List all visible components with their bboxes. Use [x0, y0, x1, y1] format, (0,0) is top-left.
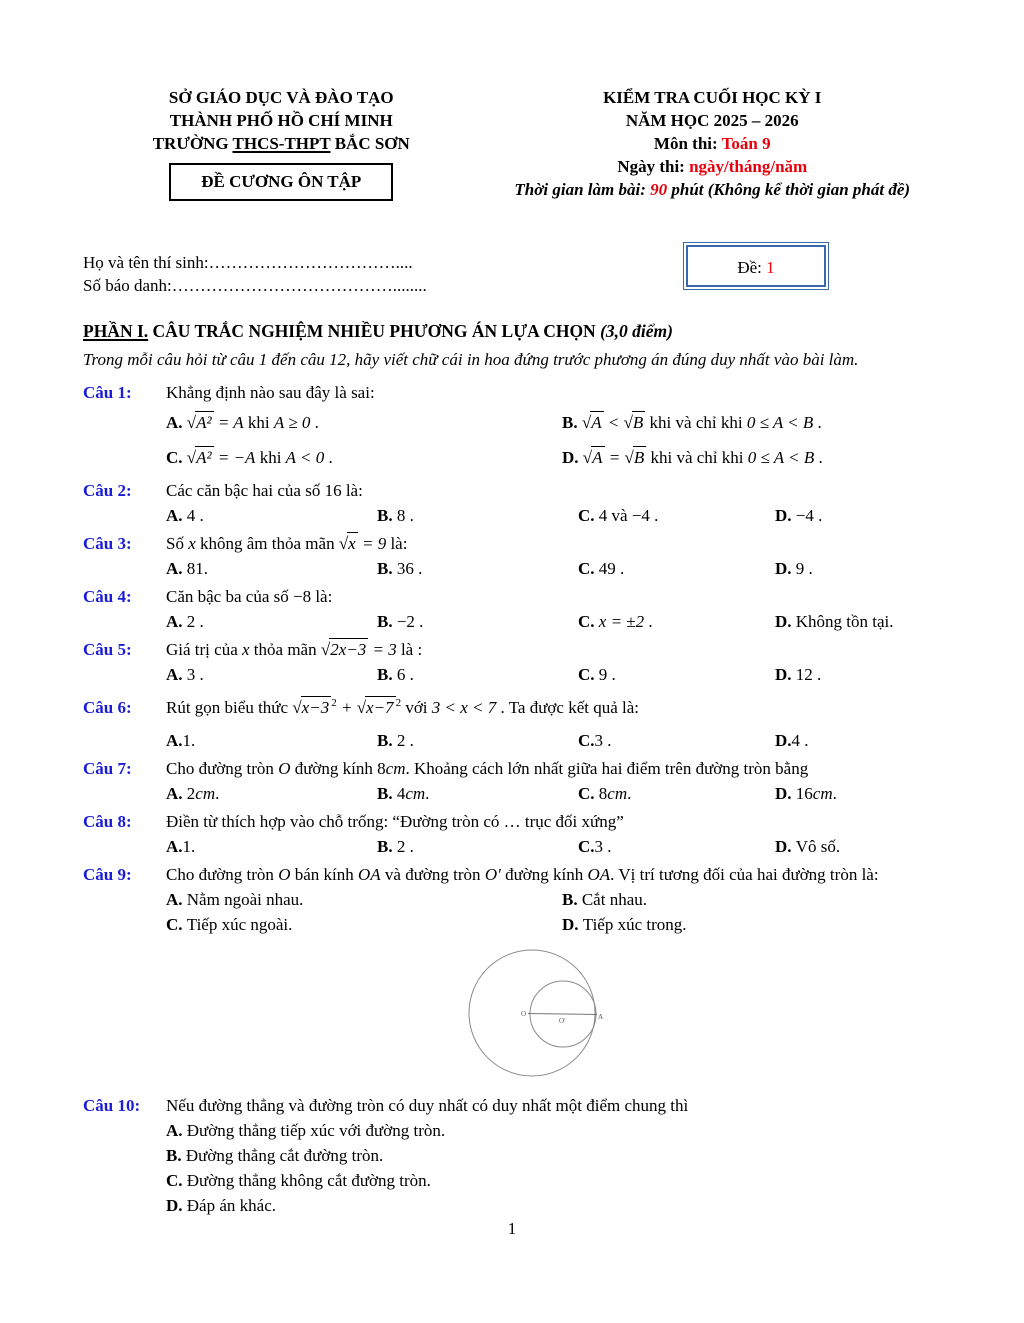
student-name-line: Họ và tên thí sinh:…………………………….... — [83, 253, 413, 272]
question-5-text: Giá trị của x thỏa mãn √2x−3 = 3 là : — [166, 640, 423, 659]
exam-date-line: Ngày thi: ngày/tháng/năm — [617, 157, 808, 176]
question-3-option-C: C. 49 . — [578, 559, 625, 578]
question-5 — [83, 637, 945, 687]
question-7-option-C: C. 8cm. — [578, 784, 632, 803]
question-9-option-B: B. Cắt nhau. — [562, 890, 647, 909]
question-10-text: Nếu đường thẳng và đường tròn có duy nhất có duy nhất một điểm chung thì — [166, 1096, 689, 1115]
question-9-text: Cho đường tròn O bán kính OA và đường tròn O′ đường kính OA. Vị trí tương đối của hai đường tròn là: — [166, 865, 879, 884]
question-10-option-D: D. Đáp án khác. — [166, 1196, 276, 1215]
exam-code-box — [686, 245, 826, 287]
school-header — [83, 86, 480, 201]
question-6-option-B: B. 2 . — [377, 731, 414, 750]
question-7-text: Cho đường tròn O đường kính 8cm. Khoảng cách lớn nhất giữa hai điểm trên đường tròn bằng — [166, 759, 809, 778]
question-8 — [83, 809, 945, 859]
question-1-text: Khẳng định nào sau đây là sai: — [166, 383, 375, 402]
question-5-option-C: C. 9 . — [578, 665, 616, 684]
question-4-text: Căn bậc ba của số −8 là: — [166, 587, 333, 606]
question-3 — [83, 531, 945, 581]
question-8-option-C: C.3 . — [578, 837, 612, 856]
question-10-option-B: B. Đường thẳng cắt đường tròn. — [166, 1146, 384, 1165]
question-10-option-C: C. Đường thẳng không cắt đường tròn. — [166, 1171, 431, 1190]
question-8-option-B: B. 2 . — [377, 837, 414, 856]
question-2-label: Câu 2: — [83, 481, 132, 500]
question-6-option-D: D.4 . — [775, 731, 809, 750]
question-8-option-A: A.1. — [166, 837, 196, 856]
question-1-option-B: B. √A < √B khi và chỉ khi 0 ≤ A < B . — [562, 413, 822, 432]
exam-code-value: 1 — [766, 258, 775, 277]
question-7 — [83, 756, 945, 806]
question-2-option-C: C. 4 và −4 . — [578, 506, 659, 525]
question-6 — [83, 690, 945, 753]
question-7-option-A: A. 2cm. — [166, 784, 220, 803]
question-9-option-A: A. Nằm ngoài nhau. — [166, 890, 304, 909]
question-5-option-B: B. 6 . — [377, 665, 414, 684]
question-7-option-B: B. 4cm. — [377, 784, 430, 803]
question-2-option-D: D. −4 . — [775, 506, 823, 525]
question-8-text: Điền từ thích hợp vào chỗ trống: “Đường tròn có … trục đối xứng” — [166, 812, 624, 831]
duration-line: Thời gian làm bài: 90 phút (Không kể thời gian phát đề) — [514, 180, 911, 199]
question-4-option-C: C. x = ±2 . — [578, 612, 653, 631]
student-info-section — [83, 251, 945, 297]
question-8-option-D: D. Vô số. — [775, 837, 841, 856]
label-O: O — [521, 1010, 527, 1018]
question-4 — [83, 584, 945, 634]
question-4-label: Câu 4: — [83, 587, 132, 606]
subject-line: Môn thi: Toán 9 — [653, 134, 771, 153]
question-2 — [83, 478, 945, 528]
circles-figure — [452, 943, 612, 1083]
question-7-label: Câu 7: — [83, 759, 132, 778]
question-3-option-A: A. 81. — [166, 559, 209, 578]
label-O-prime: O′ — [559, 1017, 566, 1025]
student-id-line: Số báo danh:…………………………………........ — [83, 276, 427, 295]
document-header — [83, 86, 945, 201]
department-line: SỞ GIÁO DỤC VÀ ĐÀO TẠO — [168, 88, 394, 107]
question-2-option-B: B. 8 . — [377, 506, 414, 525]
question-1 — [83, 380, 945, 475]
question-5-label: Câu 5: — [83, 640, 132, 659]
question-5-option-D: D. 12 . — [775, 665, 822, 684]
question-3-option-B: B. 36 . — [377, 559, 423, 578]
label-A: A — [598, 1013, 604, 1021]
question-4-option-B: B. −2 . — [377, 612, 424, 631]
exam-code-label: Đề: — [737, 258, 767, 277]
question-4-option-A: A. 2 . — [166, 612, 204, 631]
question-3-label: Câu 3: — [83, 534, 132, 553]
question-1-option-A: A. √A² = A khi A ≥ 0 . — [166, 413, 319, 432]
city-line: THÀNH PHỐ HỒ CHÍ MINH — [169, 111, 393, 130]
part1-title: PHẦN I. CÂU TRẮC NGHIỆM NHIỀU PHƯƠNG ÁN LỰA CHỌN (3,0 điểm) — [83, 321, 673, 341]
question-6-option-C: C.3 . — [578, 731, 612, 750]
question-1-option-C: C. √A² = −A khi A < 0 . — [166, 448, 333, 467]
question-1-option-D: D. √A = √B khi và chỉ khi 0 ≤ A < B . — [562, 448, 823, 467]
question-6-text: Rút gọn biểu thức √x−3 $^2$ + √x−7 $^2$ với 3 < x < 7 . Ta được kết quả là: — [166, 697, 640, 717]
part1-instruction: Trong mỗi câu hỏi từ câu 1 đến câu 12, hãy viết chữ cái in hoa đứng trước phương án đúng duy nhất vào bài làm. — [83, 350, 859, 369]
question-5-option-A: A. 3 . — [166, 665, 204, 684]
question-10 — [83, 1093, 945, 1218]
question-9-option-D: D. Tiếp xúc trong. — [562, 915, 687, 934]
question-6-label: Câu 6: — [83, 698, 132, 717]
question-6-option-A: A.1. — [166, 731, 196, 750]
review-outline-box: ĐỀ CƯƠNG ÔN TẬP — [169, 163, 393, 201]
diameter-line — [528, 1014, 597, 1015]
big-circle — [469, 950, 595, 1076]
question-9-option-C: C. Tiếp xúc ngoài. — [166, 915, 293, 934]
question-9 — [83, 862, 945, 937]
question-4-option-D: D. Không tồn tại. — [775, 612, 894, 631]
question-list — [83, 380, 945, 1218]
question-2-text: Các căn bậc hai của số 16 là: — [166, 481, 363, 500]
question-2-option-A: A. 4 . — [166, 506, 204, 525]
question-3-text: Số x không âm thỏa mãn √x = 9 là: — [166, 534, 408, 553]
question-7-option-D: D. 16cm. — [775, 784, 837, 803]
question-1-label: Câu 1: — [83, 383, 132, 402]
question-9-label: Câu 9: — [83, 865, 132, 884]
question-10-label: Câu 10: — [83, 1096, 141, 1115]
exam-title: KIỂM TRA CUỐI HỌC KỲ I — [603, 88, 822, 107]
exam-header — [480, 86, 945, 201]
question-8-label: Câu 8: — [83, 812, 132, 831]
question-3-option-D: D. 9 . — [775, 559, 813, 578]
page-number: 1 — [507, 1219, 517, 1238]
question-10-option-A: A. Đường thẳng tiếp xúc với đường tròn. — [166, 1121, 446, 1140]
school-line: TRƯỜNG THCS-THPT BẮC SƠN — [152, 134, 410, 153]
school-year: NĂM HỌC 2025 – 2026 — [625, 111, 799, 130]
